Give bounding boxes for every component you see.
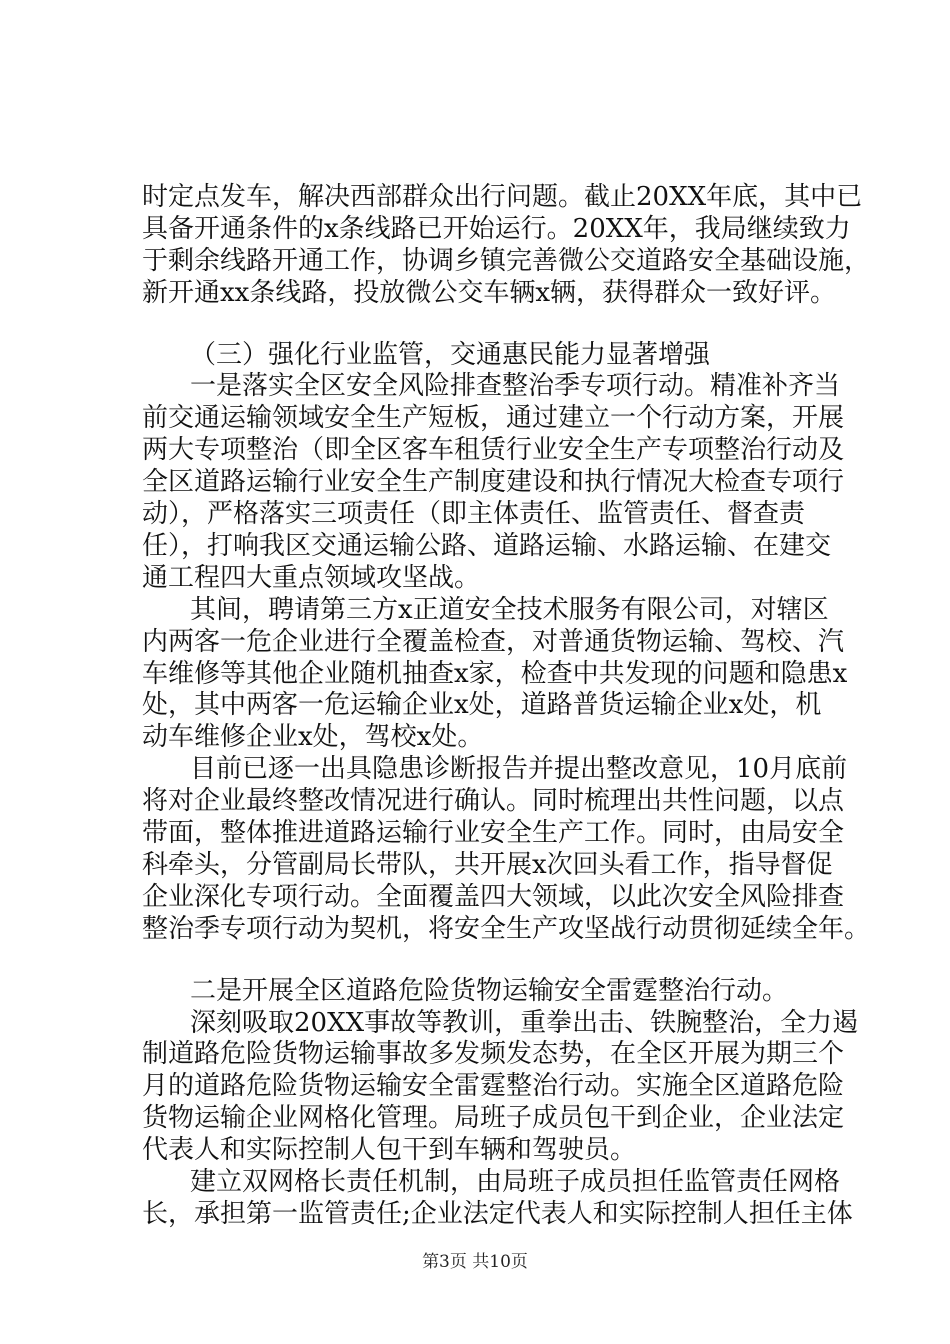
- paragraph-line: 企业深化专项行动。全面覆盖四大领域，以此次安全风险排查: [142, 882, 845, 912]
- paragraph-line: 时定点发车，解决西部群众出行问题。截止20XX年底，其中已: [142, 182, 863, 212]
- page-footer: 第3页 共10页: [422, 1252, 528, 1272]
- paragraph-line: 通工程四大重点领域攻坚战。: [142, 563, 481, 593]
- paragraph-line: 前交通运输领域安全生产短板，通过建立一个行动方案，开展: [142, 403, 845, 433]
- paragraph-line: 两大专项整治（即全区客车租赁行业安全生产专项整治行动及: [142, 435, 845, 465]
- paragraph-line: 新开通xx条线路，投放微公交车辆x辆，获得群众一致好评。: [142, 278, 836, 308]
- paragraph-line: 货物运输企业网格化管理。局班子成员包干到企业，企业法定: [142, 1103, 845, 1133]
- paragraph-line: 带面，整体推进道路运输行业安全生产工作。同时，由局安全: [142, 818, 845, 848]
- paragraph-line: 全区道路运输行业安全生产制度建设和执行情况大检查专项行: [142, 467, 845, 497]
- paragraph-line: 深刻吸取20XX事故等教训，重拳出击、铁腕整治，全力遏: [190, 1008, 859, 1038]
- paragraph-line: 将对企业最终整改情况进行确认。同时梳理出共性问题，以点: [142, 786, 845, 816]
- paragraph-line: 其间，聘请第三方x正道安全技术服务有限公司，对辖区: [190, 595, 829, 625]
- section-heading: （三）强化行业监管，交通惠民能力显著增强: [190, 340, 711, 370]
- paragraph-line: 目前已逐一出具隐患诊断报告并提出整改意见，10月底前: [190, 754, 848, 784]
- paragraph-line: 建立双网格长责任机制，由局班子成员担任监管责任网格: [190, 1167, 841, 1197]
- paragraph-line: 月的道路危险货物运输安全雷霆整治行动。实施全区道路危险: [142, 1071, 845, 1101]
- paragraph-line: 具备开通条件的x条线路已开始运行。20XX年，我局继续致力: [142, 214, 851, 244]
- paragraph-line: 于剩余线路开通工作，协调乡镇完善微公交道路安全基础设施，: [142, 246, 871, 276]
- paragraph-line: 长，承担第一监管责任;企业法定代表人和实际控制人担任主体: [142, 1199, 853, 1229]
- paragraph-line: 科牵头，分管副局长带队，共开展x次回头看工作，指导督促: [142, 850, 833, 880]
- paragraph-line: 任），打响我区交通运输公路、道路运输、水路运输、在建交: [142, 531, 832, 561]
- paragraph-line: 整治季专项行动为契机，将安全生产攻坚战行动贯彻延续全年。: [142, 914, 871, 944]
- section-heading: 二是开展全区道路危险货物运输安全雷霆整治行动。: [190, 976, 789, 1006]
- paragraph-line: 动车维修企业x处，驾校x处。: [142, 722, 484, 752]
- paragraph-line: 动），严格落实三项责任（即主体责任、监管责任、督查责: [142, 499, 806, 529]
- paragraph-line: 一是落实全区安全风险排查整治季专项行动。精准补齐当: [190, 371, 841, 401]
- paragraph-line: 代表人和实际控制人包干到车辆和驾驶员。: [142, 1135, 637, 1165]
- paragraph-line: 内两客一危企业进行全覆盖检查，对普通货物运输、驾校、汽: [142, 627, 845, 657]
- paragraph-line: 处，其中两客一危运输企业x处，道路普货运输企业x处，机: [142, 690, 822, 720]
- paragraph-line: 制道路危险货物运输事故多发频发态势，在全区开展为期三个: [142, 1039, 845, 1069]
- paragraph-line: 车维修等其他企业随机抽查x家，检查中共发现的问题和隐患x: [142, 659, 848, 689]
